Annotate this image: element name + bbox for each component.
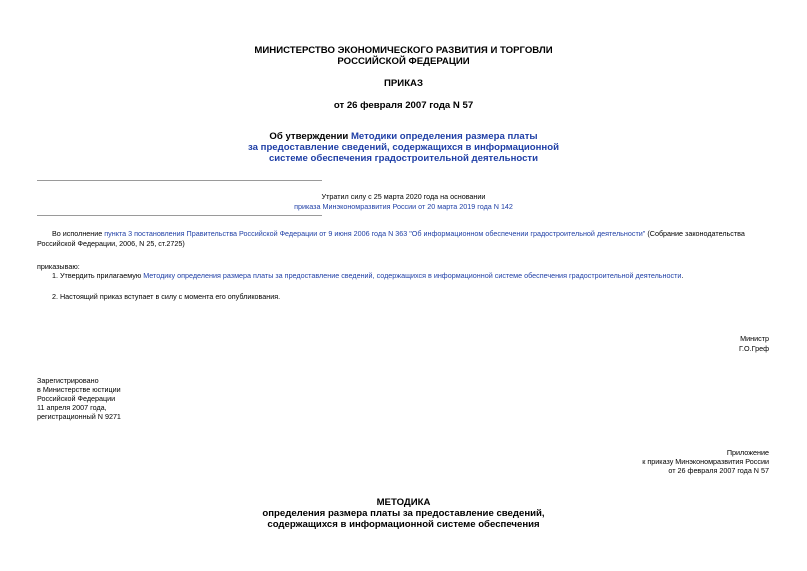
doc-title-line-1 [0, 131, 807, 142]
registration-line-3: Российской Федерации [37, 394, 116, 403]
status-line: Утратил силу с 25 марта 2020 года на основании [321, 192, 486, 201]
item1-start: 1. Утвердить прилагаемую [52, 271, 144, 280]
methodology-link[interactable]: Методику определения размера платы за предоставление сведений, содержащихся в информационной системе обеспечения градостроительной деятельности [143, 271, 682, 280]
doc-date-number: от 26 февраля 2007 года N 57 [333, 100, 474, 111]
doc-title-line-2 [0, 142, 807, 153]
doc-type: ПРИКАЗ [384, 78, 423, 89]
appendix-block [642, 448, 769, 475]
registration-line-4: 11 апреля 2007 года, [37, 403, 107, 412]
registration-block [37, 376, 121, 421]
methodology-title-link-2[interactable]: за предоставление сведений, содержащихся в информационной [248, 142, 559, 153]
methodology-title-link-1[interactable]: Методики определения размера платы [350, 131, 538, 142]
order-item-1 [52, 271, 683, 280]
government-decree-link[interactable]: пункта 3 постановления Правительства Российской Федерации от 9 июня 2006 года N 363 "Об информационном обеспечении градостроительной деятельности" [104, 229, 646, 238]
appendix-line-2: к приказу Минэкономразвития России [642, 457, 769, 466]
signature-name: Г.О.Греф [739, 344, 769, 353]
doc-title-line-3 [0, 153, 807, 164]
methodology-line-2: содержащихся в информационной системе обеспечения [267, 519, 540, 530]
methodology-title: МЕТОДИКА [376, 497, 431, 508]
intro-paragraph [52, 229, 769, 238]
divider-bottom [37, 215, 322, 216]
status-link-line [0, 202, 807, 211]
methodology-line-1: определения размера платы за предоставление сведений, [262, 508, 545, 519]
signature-position: Министр [740, 334, 769, 343]
methodology-title-link-3[interactable]: системе обеспечения градостроительной деятельности [268, 153, 539, 164]
intro-line-2: Российской Федерации, 2006, N 25, ст.2725) [37, 239, 185, 248]
ministry-line-1: МИНИСТЕРСТВО ЭКОНОМИЧЕСКОГО РАЗВИТИЯ И ТОРГОВЛИ [254, 45, 553, 56]
intro-start: Во исполнение [52, 229, 105, 238]
appendix-line-3: от 26 февраля 2007 года N 57 [668, 466, 769, 475]
title-prefix: Об утверждении [269, 131, 351, 142]
divider-top [37, 180, 322, 181]
repeal-order-link[interactable]: приказа Минэкономразвития России от 20 марта 2019 года N 142 [294, 202, 513, 211]
order-word: приказываю: [37, 262, 80, 271]
item1-end: . [681, 271, 684, 280]
registration-line-2: в Министерстве юстиции [37, 385, 121, 394]
order-item-2: 2. Настоящий приказ вступает в силу с момента его опубликования. [52, 292, 281, 301]
intro-end: (Собрание законодательства [645, 229, 745, 238]
appendix-line-1: Приложение [726, 448, 769, 457]
ministry-line-2: РОССИЙСКОЙ ФЕДЕРАЦИИ [337, 56, 470, 67]
registration-line-5: регистрационный N 9271 [37, 412, 121, 421]
registration-line-1: Зарегистрировано [37, 376, 99, 385]
